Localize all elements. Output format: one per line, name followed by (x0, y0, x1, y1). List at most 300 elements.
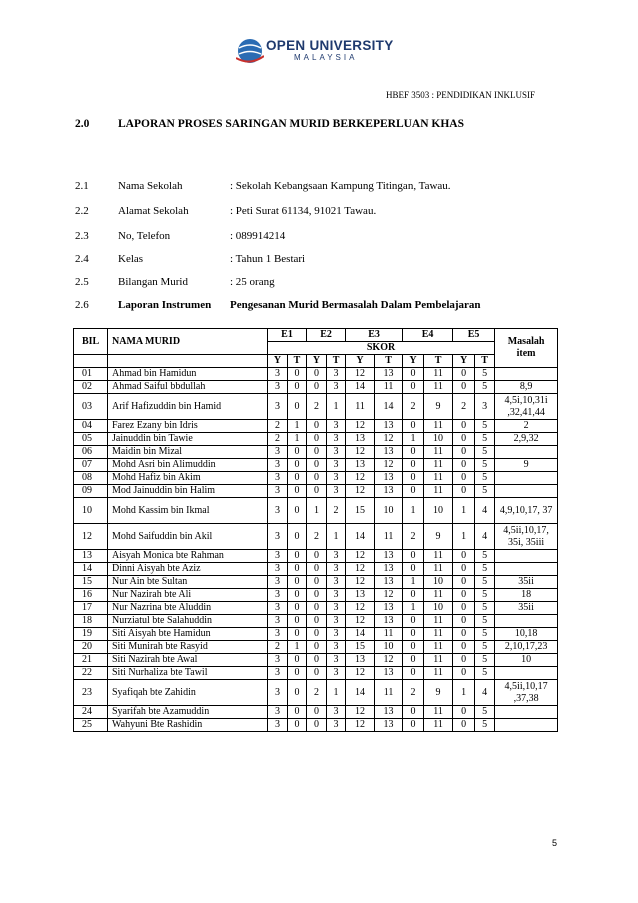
cell-skor: 0 (453, 381, 475, 394)
cell-skor: 12 (346, 706, 375, 719)
cell-skor: 0 (453, 706, 475, 719)
cell-nama: Mohd Kassim bin Ikmal (108, 498, 268, 524)
cell-skor: 0 (307, 602, 327, 615)
cell-nama: Arif Hafizuddin bin Hamid (108, 394, 268, 420)
cell-skor: 13 (375, 368, 403, 381)
cell-masalah (495, 719, 558, 732)
cell-skor: 12 (346, 667, 375, 680)
cell-skor: 12 (346, 602, 375, 615)
cell-skor: 0 (403, 381, 424, 394)
cell-skor: 11 (424, 641, 453, 654)
cell-skor: 1 (403, 433, 424, 446)
cell-skor: 0 (453, 433, 475, 446)
cell-masalah (495, 368, 558, 381)
cell-skor: 3 (327, 667, 346, 680)
cell-skor: 3 (268, 706, 288, 719)
col-nama: NAMA MURID (108, 329, 268, 355)
cell-skor: 9 (424, 524, 453, 550)
table-row (74, 641, 558, 654)
sub-header-cell: Y (307, 355, 327, 368)
sub-header-cell: T (424, 355, 453, 368)
cell-skor: 1 (327, 394, 346, 420)
cell-skor: 0 (453, 459, 475, 472)
cell-skor: 11 (424, 615, 453, 628)
cell-skor: 2 (453, 394, 475, 420)
cell-skor: 0 (307, 719, 327, 732)
cell-skor: 11 (424, 654, 453, 667)
cell-skor: 3 (327, 368, 346, 381)
cell-skor: 5 (475, 615, 495, 628)
cell-skor: 12 (346, 615, 375, 628)
cell-nama: Siti Nurhaliza bte Tawil (108, 667, 268, 680)
cell-skor: 3 (268, 589, 288, 602)
cell-skor: 13 (375, 602, 403, 615)
cell-skor: 2 (327, 498, 346, 524)
cell-skor: 1 (403, 576, 424, 589)
section-title: LAPORAN PROSES SARINGAN MURID BERKEPERLUAN KHAS (118, 118, 464, 130)
cell-skor: 4 (475, 498, 495, 524)
cell-skor: 0 (307, 628, 327, 641)
cell-skor: 5 (475, 563, 495, 576)
cell-nama: Ahmad Saiful bbdullah (108, 381, 268, 394)
cell-masalah: 4,9,10,17, 37 (495, 498, 558, 524)
cell-masalah (495, 615, 558, 628)
cell-skor: 0 (403, 368, 424, 381)
cell-skor: 12 (346, 420, 375, 433)
cell-skor: 2 (307, 524, 327, 550)
cell-skor: 0 (288, 628, 307, 641)
cell-masalah: 9 (495, 459, 558, 472)
globe-logo-icon (236, 36, 264, 66)
cell-bil: 17 (74, 602, 108, 615)
cell-skor: 5 (475, 472, 495, 485)
table-row (74, 615, 558, 628)
cell-skor: 3 (327, 654, 346, 667)
group-e5: E5 (453, 329, 495, 342)
screening-table (73, 328, 558, 732)
cell-skor: 3 (327, 446, 346, 459)
cell-skor: 13 (375, 485, 403, 498)
cell-skor: 3 (327, 485, 346, 498)
cell-skor: 10 (424, 602, 453, 615)
cell-skor: 0 (403, 459, 424, 472)
cell-masalah: 2,10,17,23 (495, 641, 558, 654)
cell-masalah: 35ii (495, 602, 558, 615)
cell-skor: 0 (307, 459, 327, 472)
table-row (74, 654, 558, 667)
cell-skor: 0 (403, 628, 424, 641)
cell-masalah (495, 472, 558, 485)
info-key: Nama Sekolah (118, 180, 183, 192)
cell-skor: 3 (268, 485, 288, 498)
cell-skor: 0 (403, 420, 424, 433)
cell-skor: 3 (327, 459, 346, 472)
cell-skor: 3 (268, 459, 288, 472)
cell-skor: 12 (375, 589, 403, 602)
cell-bil: 25 (74, 719, 108, 732)
cell-skor: 11 (424, 472, 453, 485)
cell-skor: 5 (475, 602, 495, 615)
cell-skor: 1 (453, 524, 475, 550)
cell-skor: 0 (403, 563, 424, 576)
cell-nama: Syafiqah bte Zahidin (108, 680, 268, 706)
cell-skor: 10 (424, 576, 453, 589)
cell-skor: 5 (475, 667, 495, 680)
cell-skor: 0 (453, 368, 475, 381)
cell-skor: 1 (288, 433, 307, 446)
cell-skor: 11 (424, 368, 453, 381)
cell-skor: 0 (288, 472, 307, 485)
cell-bil: 14 (74, 563, 108, 576)
cell-nama: Nur Nazrina bte Aluddin (108, 602, 268, 615)
cell-skor: 12 (346, 472, 375, 485)
cell-skor: 3 (268, 615, 288, 628)
cell-nama: Siti Munirah bte Rasyid (108, 641, 268, 654)
cell-skor: 5 (475, 706, 495, 719)
cell-skor: 9 (424, 394, 453, 420)
cell-skor: 0 (307, 641, 327, 654)
table-row (74, 719, 558, 732)
cell-masalah (495, 550, 558, 563)
cell-bil: 04 (74, 420, 108, 433)
cell-skor: 14 (375, 394, 403, 420)
cell-skor: 0 (288, 446, 307, 459)
cell-skor: 0 (288, 550, 307, 563)
cell-skor: 0 (453, 485, 475, 498)
cell-skor: 1 (327, 524, 346, 550)
cell-skor: 13 (375, 706, 403, 719)
sub-header-cell: T (375, 355, 403, 368)
cell-skor: 13 (346, 433, 375, 446)
cell-skor: 11 (375, 680, 403, 706)
cell-skor: 12 (375, 433, 403, 446)
cell-nama: Mohd Asri bin Alimuddin (108, 459, 268, 472)
cell-skor: 0 (288, 602, 307, 615)
table-row (74, 485, 558, 498)
cell-skor: 0 (453, 667, 475, 680)
cell-skor: 0 (453, 563, 475, 576)
cell-skor: 2 (403, 394, 424, 420)
cell-skor: 0 (288, 589, 307, 602)
cell-bil: 07 (74, 459, 108, 472)
cell-skor: 14 (346, 381, 375, 394)
cell-masalah (495, 446, 558, 459)
cell-nama: Dinni Aisyah bte Aziz (108, 563, 268, 576)
cell-skor: 13 (346, 589, 375, 602)
table-row (74, 381, 558, 394)
cell-masalah: 35ii (495, 576, 558, 589)
cell-skor: 0 (288, 563, 307, 576)
cell-bil: 15 (74, 576, 108, 589)
cell-skor: 3 (327, 628, 346, 641)
info-number: 2.6 (75, 299, 89, 311)
sub-header-cell: Y (453, 355, 475, 368)
cell-skor: 0 (403, 446, 424, 459)
table-row (74, 433, 558, 446)
cell-skor: 0 (288, 667, 307, 680)
cell-masalah: 4,5ii,10,17 ,37,38 (495, 680, 558, 706)
table-row (74, 563, 558, 576)
cell-bil: 23 (74, 680, 108, 706)
info-value: : 089914214 (230, 230, 286, 242)
cell-masalah (495, 706, 558, 719)
table-row (74, 524, 558, 550)
table-row (74, 628, 558, 641)
cell-skor: 0 (403, 641, 424, 654)
cell-skor: 0 (288, 654, 307, 667)
cell-skor: 0 (403, 706, 424, 719)
cell-skor: 5 (475, 420, 495, 433)
cell-skor: 13 (375, 420, 403, 433)
cell-skor: 5 (475, 589, 495, 602)
cell-skor: 5 (475, 368, 495, 381)
cell-nama: Nur Nazirah bte Ali (108, 589, 268, 602)
cell-skor: 5 (475, 433, 495, 446)
cell-skor: 0 (453, 628, 475, 641)
cell-skor: 11 (424, 550, 453, 563)
cell-bil: 01 (74, 368, 108, 381)
cell-skor: 0 (453, 602, 475, 615)
cell-skor: 0 (453, 719, 475, 732)
col-bil: BIL (74, 329, 108, 355)
table-row (74, 446, 558, 459)
table-row (74, 576, 558, 589)
info-key: Kelas (118, 253, 144, 265)
cell-skor: 0 (453, 641, 475, 654)
cell-skor: 0 (403, 615, 424, 628)
info-number: 2.4 (75, 253, 89, 265)
cell-masalah: 2 (495, 420, 558, 433)
cell-skor: 3 (327, 563, 346, 576)
cell-skor: 12 (375, 654, 403, 667)
cell-skor: 11 (375, 381, 403, 394)
cell-skor: 13 (375, 563, 403, 576)
cell-skor: 0 (403, 667, 424, 680)
cell-skor: 1 (453, 498, 475, 524)
cell-nama: Mohd Hafiz bin Akim (108, 472, 268, 485)
cell-skor: 0 (307, 472, 327, 485)
cell-skor: 13 (375, 550, 403, 563)
cell-skor: 14 (346, 628, 375, 641)
col-skor: SKOR (268, 342, 495, 355)
cell-skor: 11 (424, 706, 453, 719)
cell-skor: 11 (424, 459, 453, 472)
cell-skor: 12 (346, 550, 375, 563)
cell-skor: 13 (375, 472, 403, 485)
cell-skor: 1 (327, 680, 346, 706)
cell-skor: 13 (346, 654, 375, 667)
cell-skor: 5 (475, 381, 495, 394)
info-value: : Peti Surat 61134, 91021 Tawau. (230, 205, 377, 217)
cell-skor: 13 (375, 719, 403, 732)
cell-skor: 2 (268, 433, 288, 446)
cell-nama: Maidin bin Mizal (108, 446, 268, 459)
cell-bil: 22 (74, 667, 108, 680)
cell-skor: 0 (288, 680, 307, 706)
cell-bil: 05 (74, 433, 108, 446)
cell-skor: 12 (346, 368, 375, 381)
cell-bil: 02 (74, 381, 108, 394)
cell-skor: 0 (403, 719, 424, 732)
cell-skor: 11 (424, 667, 453, 680)
cell-skor: 5 (475, 459, 495, 472)
cell-skor: 3 (268, 368, 288, 381)
cell-skor: 1 (403, 602, 424, 615)
cell-skor: 10 (375, 641, 403, 654)
cell-skor: 0 (403, 485, 424, 498)
cell-skor: 14 (346, 524, 375, 550)
cell-skor: 15 (346, 641, 375, 654)
cell-skor: 0 (307, 446, 327, 459)
cell-masalah: 10,18 (495, 628, 558, 641)
cell-skor: 3 (268, 628, 288, 641)
cell-skor: 12 (375, 459, 403, 472)
cell-skor: 1 (403, 498, 424, 524)
group-e2: E2 (307, 329, 346, 342)
cell-skor: 0 (307, 433, 327, 446)
cell-bil: 09 (74, 485, 108, 498)
cell-skor: 3 (268, 680, 288, 706)
cell-skor: 0 (307, 706, 327, 719)
cell-skor: 11 (424, 589, 453, 602)
cell-skor: 5 (475, 550, 495, 563)
cell-skor: 0 (288, 394, 307, 420)
cell-skor: 0 (307, 589, 327, 602)
cell-skor: 13 (375, 446, 403, 459)
cell-masalah: 4,5i,10,31i ,32,41,44 (495, 394, 558, 420)
cell-skor: 0 (453, 420, 475, 433)
info-number: 2.5 (75, 276, 89, 288)
cell-skor: 0 (288, 706, 307, 719)
cell-skor: 0 (403, 589, 424, 602)
table-row (74, 368, 558, 381)
cell-skor: 0 (307, 563, 327, 576)
cell-skor: 3 (268, 446, 288, 459)
cell-skor: 11 (424, 420, 453, 433)
cell-skor: 5 (475, 719, 495, 732)
page-number: 5 (552, 838, 558, 848)
cell-skor: 12 (346, 446, 375, 459)
sub-header-cell: T (288, 355, 307, 368)
cell-skor: 10 (424, 433, 453, 446)
cell-skor: 0 (307, 420, 327, 433)
cell-skor: 0 (288, 615, 307, 628)
table-row (74, 550, 558, 563)
cell-skor: 3 (268, 381, 288, 394)
cell-masalah: 4,5ii,10,17, 35i, 35iii (495, 524, 558, 550)
cell-skor: 12 (346, 576, 375, 589)
table-row (74, 498, 558, 524)
cell-nama: Aisyah Monica bte Rahman (108, 550, 268, 563)
cell-nama: Nurziatul bte Salahuddin (108, 615, 268, 628)
cell-skor: 0 (307, 381, 327, 394)
cell-nama: Jainuddin bin Tawie (108, 433, 268, 446)
cell-skor: 3 (268, 576, 288, 589)
cell-skor: 0 (453, 654, 475, 667)
sub-header-cell: T (327, 355, 346, 368)
cell-skor: 3 (268, 602, 288, 615)
info-key: Laporan Instrumen (118, 299, 212, 311)
cell-masalah: 18 (495, 589, 558, 602)
cell-bil: 13 (74, 550, 108, 563)
cell-skor: 3 (268, 524, 288, 550)
cell-skor: 3 (268, 563, 288, 576)
cell-skor: 3 (268, 394, 288, 420)
cell-skor: 12 (346, 485, 375, 498)
cell-skor: 12 (346, 563, 375, 576)
cell-skor: 0 (288, 459, 307, 472)
cell-skor: 0 (288, 719, 307, 732)
cell-skor: 13 (375, 615, 403, 628)
section-number: 2.0 (75, 118, 90, 130)
table-row (74, 680, 558, 706)
cell-skor: 3 (268, 654, 288, 667)
cell-nama: Nur Ain bte Sultan (108, 576, 268, 589)
sub-header-cell: Y (346, 355, 375, 368)
cell-skor: 11 (375, 524, 403, 550)
cell-skor: 3 (268, 667, 288, 680)
cell-skor: 1 (307, 498, 327, 524)
table-row (74, 394, 558, 420)
cell-skor: 3 (327, 420, 346, 433)
sub-header-cell: Y (268, 355, 288, 368)
cell-skor: 3 (327, 589, 346, 602)
info-number: 2.3 (75, 230, 89, 242)
cell-skor: 0 (307, 550, 327, 563)
cell-bil: 18 (74, 615, 108, 628)
table-row (74, 472, 558, 485)
info-value: : 25 orang (230, 276, 275, 288)
cell-skor: 3 (327, 472, 346, 485)
cell-skor: 4 (475, 524, 495, 550)
cell-skor: 5 (475, 446, 495, 459)
cell-skor: 1 (288, 641, 307, 654)
cell-skor: 3 (268, 550, 288, 563)
info-number: 2.1 (75, 180, 89, 192)
table-row (74, 420, 558, 433)
group-e3: E3 (346, 329, 403, 342)
table-row (74, 459, 558, 472)
info-key: No, Telefon (118, 230, 171, 242)
table-row (74, 589, 558, 602)
cell-skor: 11 (346, 394, 375, 420)
university-logo (236, 36, 406, 68)
group-e4: E4 (403, 329, 453, 342)
cell-nama: Wahyuni Bte Rashidin (108, 719, 268, 732)
cell-skor: 2 (403, 680, 424, 706)
cell-nama: Mod Jainuddin bin Halim (108, 485, 268, 498)
cell-skor: 3 (268, 719, 288, 732)
cell-masalah: 8,9 (495, 381, 558, 394)
cell-skor: 0 (453, 550, 475, 563)
course-header: HBEF 3503 : PENDIDIKAN INKLUSIF (386, 90, 536, 100)
cell-skor: 9 (424, 680, 453, 706)
table-row (74, 706, 558, 719)
cell-skor: 2 (307, 680, 327, 706)
cell-bil: 16 (74, 589, 108, 602)
cell-skor: 3 (268, 472, 288, 485)
cell-skor: 5 (475, 641, 495, 654)
logo-line-2: MALAYSIA (294, 53, 358, 62)
cell-skor: 0 (403, 654, 424, 667)
cell-skor: 11 (424, 381, 453, 394)
cell-masalah: 10 (495, 654, 558, 667)
cell-bil: 21 (74, 654, 108, 667)
cell-nama: Mohd Saifuddin bin Akil (108, 524, 268, 550)
cell-skor: 11 (424, 446, 453, 459)
logo-line-1: OPEN UNIVERSITY (266, 38, 394, 53)
cell-skor: 3 (327, 433, 346, 446)
